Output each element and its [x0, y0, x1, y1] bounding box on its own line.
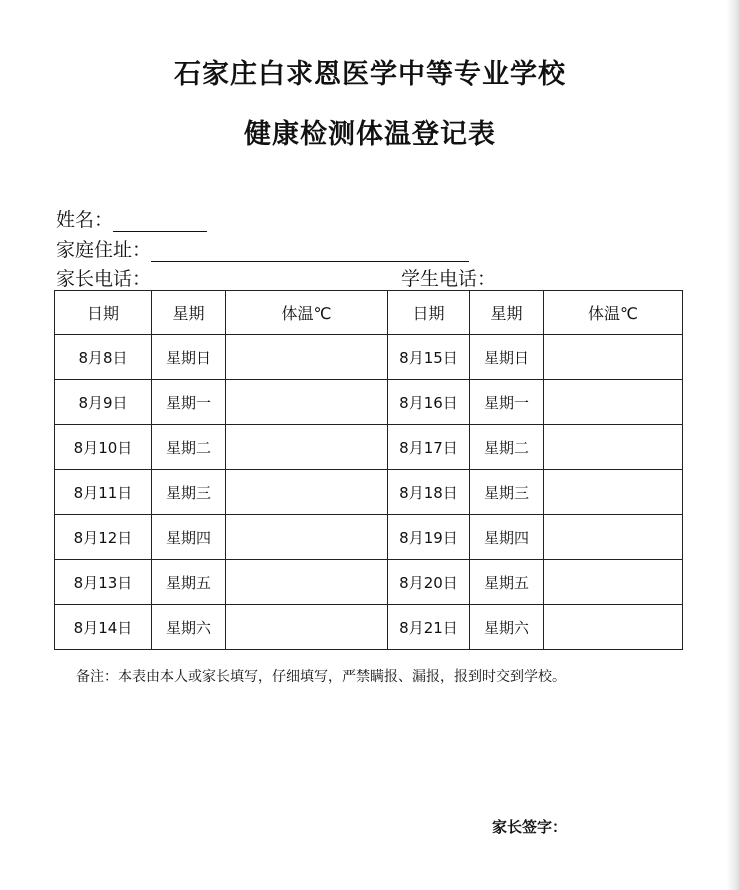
temperature-cell[interactable] [544, 560, 683, 605]
parent-phone-field[interactable] [56, 264, 317, 291]
date-cell: 8月14日 [55, 605, 152, 650]
name-input-line[interactable] [113, 213, 207, 232]
date-cell: 8月13日 [55, 560, 152, 605]
weekday-cell: 星期六 [152, 605, 226, 650]
date-cell: 8月8日 [55, 335, 152, 380]
table-row [55, 380, 683, 425]
date-cell: 8月20日 [388, 560, 470, 605]
student-phone-label: 学生电话： [401, 268, 497, 290]
temperature-cell[interactable] [544, 380, 683, 425]
header-weekday: 星期 [470, 291, 544, 335]
temperature-cell[interactable] [226, 605, 388, 650]
table-row [55, 560, 683, 605]
weekday-cell: 星期四 [152, 515, 226, 560]
temperature-cell[interactable] [226, 470, 388, 515]
parent-phone-label: 家长电话： [56, 268, 152, 290]
temperature-cell[interactable] [544, 515, 683, 560]
parent-signature-label: 家长签字： [492, 818, 568, 836]
student-phone-field[interactable] [401, 264, 661, 291]
table-row [55, 470, 683, 515]
table-row [55, 425, 683, 470]
school-title: 石家庄白求恩医学中等专业学校 [174, 59, 566, 90]
address-field[interactable] [56, 235, 469, 262]
date-cell: 8月19日 [388, 515, 470, 560]
weekday-cell: 星期三 [152, 470, 226, 515]
temperature-cell[interactable] [544, 425, 683, 470]
header-date: 日期 [55, 291, 152, 335]
date-cell: 8月17日 [388, 425, 470, 470]
student-phone-input-line[interactable] [496, 272, 661, 291]
parent-phone-input-line[interactable] [151, 272, 317, 291]
weekday-cell: 星期一 [470, 380, 544, 425]
date-cell: 8月18日 [388, 470, 470, 515]
table-header-row [55, 291, 683, 335]
form-title: 健康检测体温登记表 [244, 119, 496, 150]
table-row [55, 335, 683, 380]
name-field[interactable] [56, 205, 207, 232]
weekday-cell: 星期三 [470, 470, 544, 515]
header-weekday: 星期 [152, 291, 226, 335]
weekday-cell: 星期四 [470, 515, 544, 560]
header-date: 日期 [388, 291, 470, 335]
temperature-cell[interactable] [544, 470, 683, 515]
table-row [55, 515, 683, 560]
date-cell: 8月16日 [388, 380, 470, 425]
date-cell: 8月10日 [55, 425, 152, 470]
temperature-cell[interactable] [226, 515, 388, 560]
table-row [55, 605, 683, 650]
name-label: 姓名： [56, 209, 114, 231]
address-input-line[interactable] [151, 243, 469, 262]
weekday-cell: 星期六 [470, 605, 544, 650]
weekday-cell: 星期二 [470, 425, 544, 470]
temperature-cell[interactable] [226, 335, 388, 380]
address-label: 家庭住址： [56, 239, 152, 261]
weekday-cell: 星期五 [152, 560, 226, 605]
weekday-cell: 星期一 [152, 380, 226, 425]
weekday-cell: 星期日 [152, 335, 226, 380]
weekday-cell: 星期日 [470, 335, 544, 380]
date-cell: 8月21日 [388, 605, 470, 650]
header-temperature: 体温℃ [544, 291, 683, 335]
date-cell: 8月9日 [55, 380, 152, 425]
temperature-cell[interactable] [226, 560, 388, 605]
temperature-cell[interactable] [226, 380, 388, 425]
date-cell: 8月15日 [388, 335, 470, 380]
weekday-cell: 星期二 [152, 425, 226, 470]
date-cell: 8月12日 [55, 515, 152, 560]
date-cell: 8月11日 [55, 470, 152, 515]
temperature-cell[interactable] [544, 335, 683, 380]
temperature-table [54, 290, 683, 650]
remark-note: 备注：本表由本人或家长填写，仔细填写，严禁瞒报、漏报，报到时交到学校。 [76, 669, 566, 685]
temperature-cell[interactable] [226, 425, 388, 470]
temperature-cell[interactable] [544, 605, 683, 650]
weekday-cell: 星期五 [470, 560, 544, 605]
header-temperature: 体温℃ [226, 291, 388, 335]
